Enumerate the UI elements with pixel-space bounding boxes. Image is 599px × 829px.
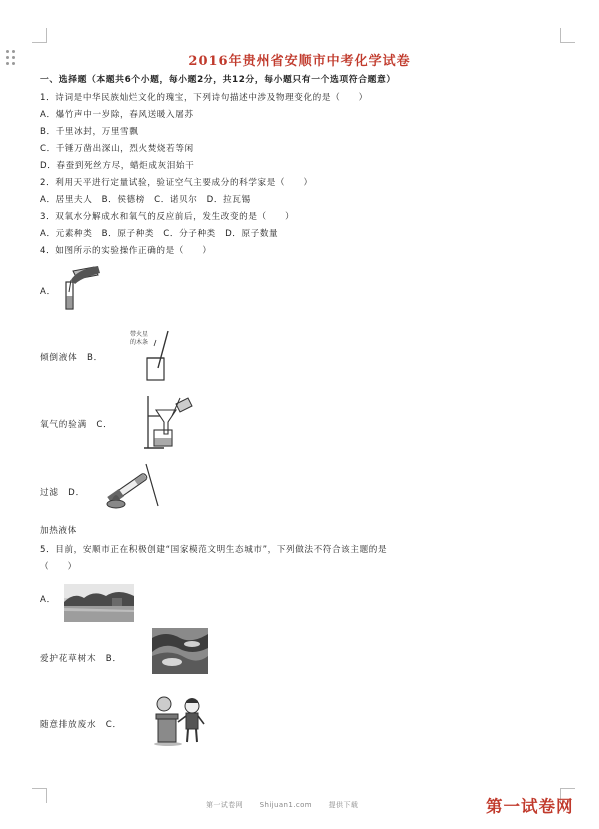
question-4-caption-b-option-c-label: 氧气的验满 C． (40, 420, 113, 430)
crop-mark-top-right (560, 28, 575, 43)
question-2-stem: 2．利用天平进行定量试验，验证空气主要成分的科学家是（ ） (40, 178, 313, 188)
figure-heating-liquid (102, 462, 160, 512)
footer-text (206, 800, 372, 810)
question-4-caption-c-option-d-label: 过滤 D． (40, 488, 85, 498)
site-logo: 第一试卷网 (486, 797, 574, 816)
photo-park-river (64, 584, 134, 622)
question-1-stem: 1．诗词是中华民族灿烂文化的瑰宝，下列诗句描述中涉及物理变化的是（ ） (40, 93, 368, 103)
question-5-caption-b-option-c-label: 随意排放废水 C． (40, 720, 122, 730)
question-4-stem: 4．如图所示的实验操作正确的是（ ） (40, 246, 212, 256)
question-4-option-a-label: A． (40, 287, 57, 297)
figure-oxygen-test (128, 328, 184, 384)
question-1-option-c: C．千锤万凿出深山，烈火焚烧若等闲 (40, 144, 194, 154)
document-title: 2016年贵州省安顺市中考化学试卷 (188, 54, 411, 69)
figure-b-text-1: 带火星 (130, 331, 149, 338)
question-5-stem-line-2: （ ） (40, 562, 77, 572)
question-4-caption-a-option-b-label: 倾倒液体 B． (40, 353, 104, 363)
section-heading: 一、选择题（本题共6个小题，每小题2分，共12分，每小题只有一个选项符合题意） (40, 75, 396, 85)
cartoon-litter-bin (152, 692, 210, 746)
figure-pouring-liquid (60, 262, 104, 312)
footer-site-url[interactable]: Shijuan1.com (259, 801, 313, 809)
question-1-option-a: A．爆竹声中一岁除，春风送暖入屠苏 (40, 110, 194, 120)
question-1-option-d: D．春蚕到死丝方尽，蜡炬成灰泪始干 (40, 161, 195, 171)
crop-mark-bottom-left (32, 788, 47, 803)
footer-site-name[interactable]: 第一试卷网 (206, 801, 243, 809)
question-5-caption-a-option-b-label: 爱护花草树木 B． (40, 654, 122, 664)
question-3-options: A．元素种类 B．原子种类 C．分子种类 D．原子数量 (40, 229, 279, 239)
question-4-caption-d: 加热液体 (40, 526, 77, 536)
crop-mark-top-left (32, 28, 47, 43)
question-1-option-b: B．千里冰封，万里雪飘 (40, 127, 139, 137)
question-2-options: A．居里夫人 B．侯德榜 C．诺贝尔 D．拉瓦锡 (40, 195, 251, 205)
figure-b-text-2: 的木条 (130, 339, 149, 346)
question-5-stem-line-1: 5．目前，安顺市正在积极创建“国家模范文明生态城市”，下列做法不符合该主题的是 (40, 545, 388, 555)
question-5-option-a-label: A． (40, 595, 57, 605)
footer-download: 提供下载 (328, 801, 359, 809)
question-3-stem: 3．双氧水分解成水和氧气的反应前后，发生改变的是（ ） (40, 212, 295, 222)
photo-polluted-water (152, 628, 208, 674)
figure-filtration (142, 394, 194, 450)
